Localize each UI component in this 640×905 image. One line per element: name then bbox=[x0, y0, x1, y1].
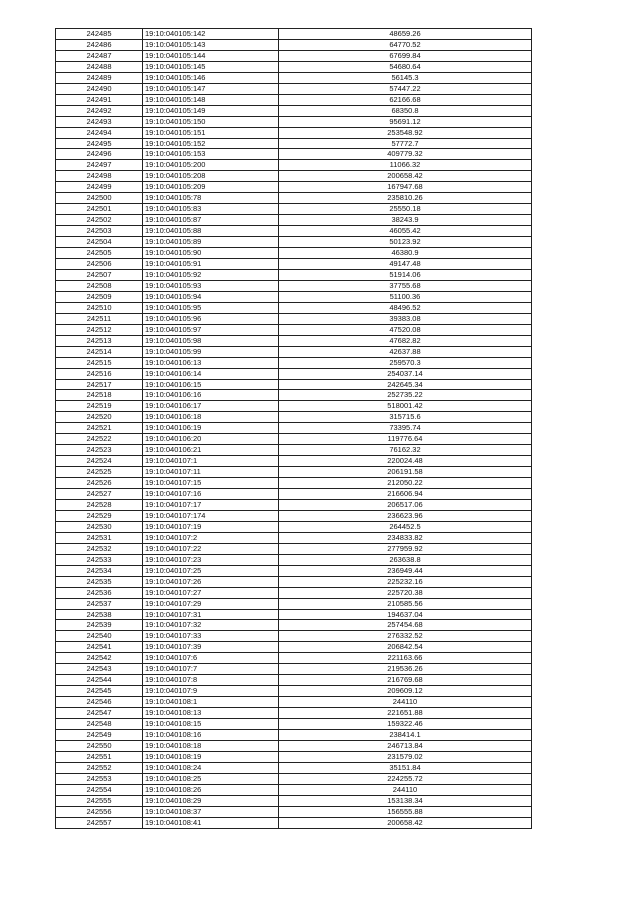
row-number-cell: 242488 bbox=[56, 61, 143, 72]
table-row bbox=[56, 653, 532, 664]
value-cell: 206517.06 bbox=[279, 499, 532, 510]
row-number-cell: 242542 bbox=[56, 653, 143, 664]
cadastral-number-cell: 19:10:040107:22 bbox=[143, 543, 279, 554]
value-cell: 210585.56 bbox=[279, 598, 532, 609]
table-row bbox=[56, 313, 532, 324]
row-number-cell: 242529 bbox=[56, 510, 143, 521]
cadastral-number-cell: 19:10:040107:8 bbox=[143, 675, 279, 686]
table-row bbox=[56, 280, 532, 291]
cadastral-number-cell: 19:10:040105:97 bbox=[143, 324, 279, 335]
cadastral-number-cell: 19:10:040105:148 bbox=[143, 94, 279, 105]
value-cell: 212050.22 bbox=[279, 478, 532, 489]
row-number-cell: 242551 bbox=[56, 751, 143, 762]
row-number-cell: 242506 bbox=[56, 259, 143, 270]
value-cell: 221163.66 bbox=[279, 653, 532, 664]
table-row bbox=[56, 401, 532, 412]
table-row bbox=[56, 434, 532, 445]
table-row bbox=[56, 193, 532, 204]
cadastral-number-cell: 19:10:040105:144 bbox=[143, 50, 279, 61]
cadastral-number-cell: 19:10:040105:91 bbox=[143, 259, 279, 270]
row-number-cell: 242524 bbox=[56, 456, 143, 467]
row-number-cell: 242491 bbox=[56, 94, 143, 105]
value-cell: 54680.64 bbox=[279, 61, 532, 72]
row-number-cell: 242557 bbox=[56, 817, 143, 828]
value-cell: 219536.26 bbox=[279, 664, 532, 675]
row-number-cell: 242522 bbox=[56, 434, 143, 445]
table-row bbox=[56, 61, 532, 72]
cadastral-number-cell: 19:10:040107:32 bbox=[143, 620, 279, 631]
value-cell: 409779.32 bbox=[279, 149, 532, 160]
row-number-cell: 242549 bbox=[56, 730, 143, 741]
table-row bbox=[56, 423, 532, 434]
row-number-cell: 242540 bbox=[56, 631, 143, 642]
row-number-cell: 242492 bbox=[56, 105, 143, 116]
row-number-cell: 242543 bbox=[56, 664, 143, 675]
cadastral-number-cell: 19:10:040105:146 bbox=[143, 72, 279, 83]
row-number-cell: 242536 bbox=[56, 587, 143, 598]
row-number-cell: 242523 bbox=[56, 445, 143, 456]
table-row bbox=[56, 105, 532, 116]
row-number-cell: 242539 bbox=[56, 620, 143, 631]
value-cell: 221651.88 bbox=[279, 708, 532, 719]
value-cell: 194637.04 bbox=[279, 609, 532, 620]
table-row bbox=[56, 664, 532, 675]
value-cell: 236623.96 bbox=[279, 510, 532, 521]
row-number-cell: 242510 bbox=[56, 302, 143, 313]
table-row bbox=[56, 587, 532, 598]
table-row bbox=[56, 379, 532, 390]
cadastral-number-cell: 19:10:040108:1 bbox=[143, 697, 279, 708]
row-number-cell: 242530 bbox=[56, 521, 143, 532]
cadastral-number-cell: 19:10:040106:16 bbox=[143, 390, 279, 401]
cadastral-number-cell: 19:10:040105:142 bbox=[143, 29, 279, 40]
table-row bbox=[56, 478, 532, 489]
row-number-cell: 242511 bbox=[56, 313, 143, 324]
table-row bbox=[56, 740, 532, 751]
value-cell: 46055.42 bbox=[279, 226, 532, 237]
row-number-cell: 242520 bbox=[56, 412, 143, 423]
table-row bbox=[56, 751, 532, 762]
value-cell: 39383.08 bbox=[279, 313, 532, 324]
cadastral-number-cell: 19:10:040105:83 bbox=[143, 204, 279, 215]
cadastral-number-cell: 19:10:040107:9 bbox=[143, 686, 279, 697]
cadastral-number-cell: 19:10:040105:93 bbox=[143, 280, 279, 291]
row-number-cell: 242546 bbox=[56, 697, 143, 708]
row-number-cell: 242554 bbox=[56, 784, 143, 795]
cadastral-number-cell: 19:10:040105:151 bbox=[143, 127, 279, 138]
value-cell: 51914.06 bbox=[279, 269, 532, 280]
value-cell: 206842.54 bbox=[279, 642, 532, 653]
cadastral-number-cell: 19:10:040105:88 bbox=[143, 226, 279, 237]
row-number-cell: 242494 bbox=[56, 127, 143, 138]
cadastral-number-cell: 19:10:040107:23 bbox=[143, 554, 279, 565]
row-number-cell: 242515 bbox=[56, 357, 143, 368]
cadastral-number-cell: 19:10:040106:19 bbox=[143, 423, 279, 434]
table-row bbox=[56, 50, 532, 61]
table-row bbox=[56, 138, 532, 149]
value-cell: 224255.72 bbox=[279, 773, 532, 784]
cadastral-number-cell: 19:10:040105:143 bbox=[143, 39, 279, 50]
value-cell: 42637.88 bbox=[279, 346, 532, 357]
cadastral-number-cell: 19:10:040108:15 bbox=[143, 719, 279, 730]
row-number-cell: 242509 bbox=[56, 291, 143, 302]
row-number-cell: 242489 bbox=[56, 72, 143, 83]
cadastral-number-cell: 19:10:040106:15 bbox=[143, 379, 279, 390]
value-cell: 56145.3 bbox=[279, 72, 532, 83]
row-number-cell: 242500 bbox=[56, 193, 143, 204]
row-number-cell: 242502 bbox=[56, 215, 143, 226]
table-row bbox=[56, 532, 532, 543]
cadastral-number-cell: 19:10:040107:6 bbox=[143, 653, 279, 664]
row-number-cell: 242501 bbox=[56, 204, 143, 215]
table-row bbox=[56, 94, 532, 105]
table-row bbox=[56, 467, 532, 478]
cadastral-number-cell: 19:10:040106:20 bbox=[143, 434, 279, 445]
table-row bbox=[56, 269, 532, 280]
value-cell: 25550.18 bbox=[279, 204, 532, 215]
table-row bbox=[56, 686, 532, 697]
table-row bbox=[56, 149, 532, 160]
value-cell: 206191.58 bbox=[279, 467, 532, 478]
value-cell: 57447.22 bbox=[279, 83, 532, 94]
cadastral-number-cell: 19:10:040105:87 bbox=[143, 215, 279, 226]
table-row bbox=[56, 773, 532, 784]
value-cell: 200658.42 bbox=[279, 171, 532, 182]
row-number-cell: 242541 bbox=[56, 642, 143, 653]
cadastral-number-cell: 19:10:040107:27 bbox=[143, 587, 279, 598]
table-row bbox=[56, 631, 532, 642]
row-number-cell: 242533 bbox=[56, 554, 143, 565]
row-number-cell: 242555 bbox=[56, 795, 143, 806]
row-number-cell: 242486 bbox=[56, 39, 143, 50]
table-row bbox=[56, 259, 532, 270]
table-row bbox=[56, 324, 532, 335]
value-cell: 47682.82 bbox=[279, 335, 532, 346]
table-row bbox=[56, 730, 532, 741]
table-row bbox=[56, 817, 532, 828]
cadastral-number-cell: 19:10:040106:17 bbox=[143, 401, 279, 412]
table-row bbox=[56, 521, 532, 532]
row-number-cell: 242531 bbox=[56, 532, 143, 543]
cadastral-number-cell: 19:10:040105:145 bbox=[143, 61, 279, 72]
cadastral-number-cell: 19:10:040105:209 bbox=[143, 182, 279, 193]
cadastral-number-cell: 19:10:040108:16 bbox=[143, 730, 279, 741]
cadastral-number-cell: 19:10:040105:94 bbox=[143, 291, 279, 302]
value-cell: 259570.3 bbox=[279, 357, 532, 368]
cadastral-number-cell: 19:10:040107:11 bbox=[143, 467, 279, 478]
value-cell: 153138.34 bbox=[279, 795, 532, 806]
cadastral-number-cell: 19:10:040105:149 bbox=[143, 105, 279, 116]
value-cell: 235810.26 bbox=[279, 193, 532, 204]
value-cell: 263638.8 bbox=[279, 554, 532, 565]
table-row bbox=[56, 719, 532, 730]
value-cell: 234833.82 bbox=[279, 532, 532, 543]
row-number-cell: 242516 bbox=[56, 368, 143, 379]
cadastral-number-cell: 19:10:040105:99 bbox=[143, 346, 279, 357]
table-row bbox=[56, 72, 532, 83]
cadastral-number-cell: 19:10:040105:200 bbox=[143, 160, 279, 171]
value-cell: 253548.92 bbox=[279, 127, 532, 138]
row-number-cell: 242503 bbox=[56, 226, 143, 237]
row-number-cell: 242537 bbox=[56, 598, 143, 609]
table-row bbox=[56, 39, 532, 50]
value-cell: 216769.68 bbox=[279, 675, 532, 686]
table-body bbox=[56, 29, 532, 829]
table-row bbox=[56, 598, 532, 609]
value-cell: 216606.94 bbox=[279, 489, 532, 500]
row-number-cell: 242519 bbox=[56, 401, 143, 412]
table-row bbox=[56, 806, 532, 817]
cadastral-number-cell: 19:10:040107:1 bbox=[143, 456, 279, 467]
row-number-cell: 242550 bbox=[56, 740, 143, 751]
table-row bbox=[56, 182, 532, 193]
value-cell: 244110 bbox=[279, 697, 532, 708]
row-number-cell: 242518 bbox=[56, 390, 143, 401]
cadastral-number-cell: 19:10:040105:208 bbox=[143, 171, 279, 182]
value-cell: 73395.74 bbox=[279, 423, 532, 434]
table-row bbox=[56, 784, 532, 795]
table-row bbox=[56, 489, 532, 500]
row-number-cell: 242545 bbox=[56, 686, 143, 697]
row-number-cell: 242493 bbox=[56, 116, 143, 127]
value-cell: 167947.68 bbox=[279, 182, 532, 193]
value-cell: 246713.84 bbox=[279, 740, 532, 751]
cadastral-number-cell: 19:10:040105:90 bbox=[143, 248, 279, 259]
cadastral-number-cell: 19:10:040107:29 bbox=[143, 598, 279, 609]
value-cell: 48659.26 bbox=[279, 29, 532, 40]
cadastral-number-cell: 19:10:040107:2 bbox=[143, 532, 279, 543]
row-number-cell: 242485 bbox=[56, 29, 143, 40]
table-row bbox=[56, 390, 532, 401]
value-cell: 264452.5 bbox=[279, 521, 532, 532]
row-number-cell: 242553 bbox=[56, 773, 143, 784]
table-row bbox=[56, 576, 532, 587]
cadastral-number-cell: 19:10:040107:174 bbox=[143, 510, 279, 521]
table-row bbox=[56, 565, 532, 576]
value-cell: 238414.1 bbox=[279, 730, 532, 741]
cadastral-number-cell: 19:10:040106:13 bbox=[143, 357, 279, 368]
table-row bbox=[56, 204, 532, 215]
row-number-cell: 242498 bbox=[56, 171, 143, 182]
value-cell: 64770.52 bbox=[279, 39, 532, 50]
value-cell: 48496.52 bbox=[279, 302, 532, 313]
cadastral-number-cell: 19:10:040107:39 bbox=[143, 642, 279, 653]
table-row bbox=[56, 83, 532, 94]
table-row bbox=[56, 510, 532, 521]
row-number-cell: 242496 bbox=[56, 149, 143, 160]
cadastral-number-cell: 19:10:040107:16 bbox=[143, 489, 279, 500]
value-cell: 50123.92 bbox=[279, 237, 532, 248]
value-cell: 46380.9 bbox=[279, 248, 532, 259]
cadastral-number-cell: 19:10:040107:7 bbox=[143, 664, 279, 675]
value-cell: 236949.44 bbox=[279, 565, 532, 576]
value-cell: 57772.7 bbox=[279, 138, 532, 149]
row-number-cell: 242525 bbox=[56, 467, 143, 478]
value-cell: 254037.14 bbox=[279, 368, 532, 379]
cadastral-number-cell: 19:10:040105:150 bbox=[143, 116, 279, 127]
value-cell: 277959.92 bbox=[279, 543, 532, 554]
cadastral-number-cell: 19:10:040108:25 bbox=[143, 773, 279, 784]
cadastral-number-cell: 19:10:040105:96 bbox=[143, 313, 279, 324]
value-cell: 225232.16 bbox=[279, 576, 532, 587]
value-cell: 67699.84 bbox=[279, 50, 532, 61]
row-number-cell: 242521 bbox=[56, 423, 143, 434]
value-cell: 242645.34 bbox=[279, 379, 532, 390]
table-row bbox=[56, 697, 532, 708]
cadastral-number-cell: 19:10:040105:92 bbox=[143, 269, 279, 280]
cadastral-number-cell: 19:10:040107:26 bbox=[143, 576, 279, 587]
table-row bbox=[56, 335, 532, 346]
value-cell: 276332.52 bbox=[279, 631, 532, 642]
value-cell: 156555.88 bbox=[279, 806, 532, 817]
table-row bbox=[56, 675, 532, 686]
value-cell: 68350.8 bbox=[279, 105, 532, 116]
row-number-cell: 242548 bbox=[56, 719, 143, 730]
table-row bbox=[56, 543, 532, 554]
row-number-cell: 242512 bbox=[56, 324, 143, 335]
value-cell: 244110 bbox=[279, 784, 532, 795]
table-row bbox=[56, 445, 532, 456]
table-row bbox=[56, 291, 532, 302]
table-row bbox=[56, 160, 532, 171]
value-cell: 257454.68 bbox=[279, 620, 532, 631]
value-cell: 35151.84 bbox=[279, 762, 532, 773]
row-number-cell: 242527 bbox=[56, 489, 143, 500]
row-number-cell: 242490 bbox=[56, 83, 143, 94]
value-cell: 200658.42 bbox=[279, 817, 532, 828]
table-row bbox=[56, 171, 532, 182]
value-cell: 220024.48 bbox=[279, 456, 532, 467]
cadastral-number-cell: 19:10:040105:98 bbox=[143, 335, 279, 346]
row-number-cell: 242556 bbox=[56, 806, 143, 817]
row-number-cell: 242517 bbox=[56, 379, 143, 390]
table-row bbox=[56, 620, 532, 631]
table-row bbox=[56, 762, 532, 773]
row-number-cell: 242508 bbox=[56, 280, 143, 291]
table-row bbox=[56, 795, 532, 806]
value-cell: 252735.22 bbox=[279, 390, 532, 401]
row-number-cell: 242487 bbox=[56, 50, 143, 61]
row-number-cell: 242535 bbox=[56, 576, 143, 587]
table-row bbox=[56, 215, 532, 226]
value-cell: 76162.32 bbox=[279, 445, 532, 456]
table-row bbox=[56, 609, 532, 620]
table-row bbox=[56, 499, 532, 510]
row-number-cell: 242538 bbox=[56, 609, 143, 620]
cadastral-number-cell: 19:10:040108:13 bbox=[143, 708, 279, 719]
cadastral-number-cell: 19:10:040107:33 bbox=[143, 631, 279, 642]
row-number-cell: 242495 bbox=[56, 138, 143, 149]
cadastral-number-cell: 19:10:040107:31 bbox=[143, 609, 279, 620]
value-cell: 159322.46 bbox=[279, 719, 532, 730]
cadastral-number-cell: 19:10:040105:89 bbox=[143, 237, 279, 248]
cadastral-number-cell: 19:10:040108:29 bbox=[143, 795, 279, 806]
row-number-cell: 242547 bbox=[56, 708, 143, 719]
table-row bbox=[56, 302, 532, 313]
value-cell: 119776.64 bbox=[279, 434, 532, 445]
table-row bbox=[56, 642, 532, 653]
cadastral-number-cell: 19:10:040108:26 bbox=[143, 784, 279, 795]
row-number-cell: 242528 bbox=[56, 499, 143, 510]
row-number-cell: 242507 bbox=[56, 269, 143, 280]
table-row bbox=[56, 226, 532, 237]
table-row bbox=[56, 29, 532, 40]
cadastral-number-cell: 19:10:040108:37 bbox=[143, 806, 279, 817]
value-cell: 47520.08 bbox=[279, 324, 532, 335]
table-row bbox=[56, 237, 532, 248]
row-number-cell: 242534 bbox=[56, 565, 143, 576]
value-cell: 209609.12 bbox=[279, 686, 532, 697]
cadastral-number-cell: 19:10:040108:18 bbox=[143, 740, 279, 751]
value-cell: 51100.36 bbox=[279, 291, 532, 302]
row-number-cell: 242499 bbox=[56, 182, 143, 193]
cadastral-number-cell: 19:10:040107:15 bbox=[143, 478, 279, 489]
value-cell: 11066.32 bbox=[279, 160, 532, 171]
cadastral-number-cell: 19:10:040105:78 bbox=[143, 193, 279, 204]
value-cell: 49147.48 bbox=[279, 259, 532, 270]
cadastral-number-cell: 19:10:040106:18 bbox=[143, 412, 279, 423]
value-cell: 315715.6 bbox=[279, 412, 532, 423]
value-cell: 62166.68 bbox=[279, 94, 532, 105]
value-cell: 95691.12 bbox=[279, 116, 532, 127]
row-number-cell: 242513 bbox=[56, 335, 143, 346]
table-row bbox=[56, 368, 532, 379]
table-row bbox=[56, 412, 532, 423]
table-row bbox=[56, 248, 532, 259]
row-number-cell: 242552 bbox=[56, 762, 143, 773]
value-cell: 225720.38 bbox=[279, 587, 532, 598]
value-cell: 37755.68 bbox=[279, 280, 532, 291]
row-number-cell: 242497 bbox=[56, 160, 143, 171]
table-row bbox=[56, 456, 532, 467]
row-number-cell: 242532 bbox=[56, 543, 143, 554]
cadastral-number-cell: 19:10:040105:147 bbox=[143, 83, 279, 94]
row-number-cell: 242514 bbox=[56, 346, 143, 357]
row-number-cell: 242544 bbox=[56, 675, 143, 686]
table-row bbox=[56, 554, 532, 565]
cadastral-number-cell: 19:10:040108:19 bbox=[143, 751, 279, 762]
table-row bbox=[56, 116, 532, 127]
table-row bbox=[56, 346, 532, 357]
cadastral-number-cell: 19:10:040106:14 bbox=[143, 368, 279, 379]
value-cell: 38243.9 bbox=[279, 215, 532, 226]
cadastral-value-table bbox=[55, 28, 532, 829]
value-cell: 518001.42 bbox=[279, 401, 532, 412]
value-cell: 231579.02 bbox=[279, 751, 532, 762]
cadastral-number-cell: 19:10:040105:153 bbox=[143, 149, 279, 160]
table-row bbox=[56, 708, 532, 719]
row-number-cell: 242505 bbox=[56, 248, 143, 259]
cadastral-number-cell: 19:10:040108:24 bbox=[143, 762, 279, 773]
table-row bbox=[56, 127, 532, 138]
row-number-cell: 242504 bbox=[56, 237, 143, 248]
cadastral-number-cell: 19:10:040107:17 bbox=[143, 499, 279, 510]
cadastral-number-cell: 19:10:040108:41 bbox=[143, 817, 279, 828]
cadastral-number-cell: 19:10:040105:152 bbox=[143, 138, 279, 149]
cadastral-number-cell: 19:10:040107:25 bbox=[143, 565, 279, 576]
cadastral-number-cell: 19:10:040105:95 bbox=[143, 302, 279, 313]
cadastral-number-cell: 19:10:040106:21 bbox=[143, 445, 279, 456]
row-number-cell: 242526 bbox=[56, 478, 143, 489]
cadastral-number-cell: 19:10:040107:19 bbox=[143, 521, 279, 532]
table-row bbox=[56, 357, 532, 368]
